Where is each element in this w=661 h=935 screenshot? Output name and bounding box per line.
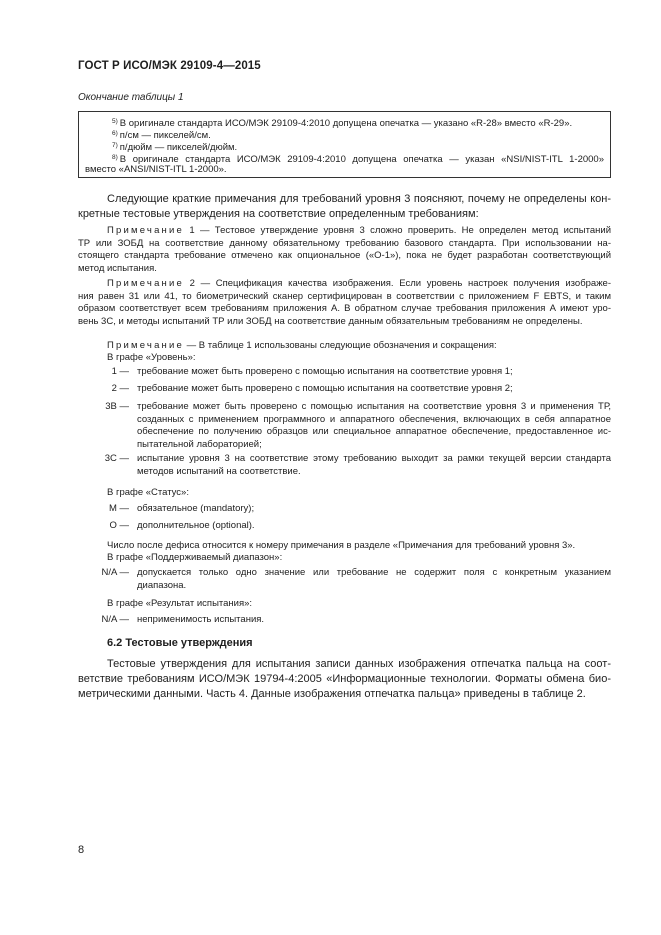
footnote-8-line1: $^{8)}$ В оригинале стандарта ИСО/МЭК 29109-4:2010 допущена опечатка — указан «NSI/NIST-ITL 1-2000» — [112, 154, 604, 165]
range-desc: допускается только одно значение или требование не содержит поля с конкретным указанием диапазона. — [137, 567, 611, 591]
document-header: ГОСТ Р ИСО/МЭК 29109-4—2015 — [78, 60, 261, 72]
footnote-6: $^{6)}$ п/см — пикселей/см. — [112, 130, 211, 141]
level-desc-3c: испытание уровня 3 на соответствие этому требованию выходит за рамки текущей версии стандарта методов испытаний на соответствие. — [137, 453, 611, 477]
table-continuation-caption: Окончание таблицы 1 — [78, 92, 184, 103]
section-paragraph: Тестовые утверждения для испытания записи данных изображения отпечатка пальца на соот- ветствие требованиям ИСО/МЭК 19794-4:2005 «Информационные технологии. Форматы обмена био- метрическими данными. Часть 4. Данные изображения отпечатка пальца» приведены в таблице 2. — [78, 658, 611, 700]
status-heading: В графе «Статус»: — [107, 487, 189, 498]
status-desc-o: дополнительное (optional). — [137, 520, 255, 531]
level-desc-2: требование может быть проверено с помощью испытания на соответствие уровня 2; — [137, 383, 513, 394]
page-number: 8 — [78, 844, 85, 856]
intro-paragraph: Следующие краткие примечания для требований уровня 3 поясняют, почему не определены кон- кретные тестовые утверждения на соответствие определенным требованиям: — [78, 193, 611, 220]
level-code-2: 2 — — [111, 383, 129, 394]
status-code-m: М — — [108, 503, 129, 514]
footnotes-box — [78, 111, 611, 178]
result-heading: В графе «Результат испытания»: — [107, 598, 253, 609]
footnote-7: $^{7)}$ п/дюйм — пикселей/дюйм. — [112, 142, 238, 153]
section-title: 6.2 Тестовые утверждения — [107, 637, 253, 649]
range-heading: В графе «Поддерживаемый диапазон»: — [107, 552, 283, 563]
note-3-intro: Примечание — В таблице 1 использованы следующие обозначения и сокращения: — [107, 340, 497, 351]
status-desc-m: обязательное (mandatory); — [137, 503, 255, 514]
note-1: Примечание 1 — Тестовое утверждение уровня 3 сложно проверить. Не определен метод испытаний ТР или ЗОБД на соответствие данному обязательному требованию базового стандарта. При использовании на- стоящего стандарта требование отмечено как опциональное («O-1»), пока не будет разработан соответствующий метод испытания. — [78, 225, 611, 274]
level-code-3c: 3С — — [104, 453, 129, 464]
hyphen-note: Число после дефиса относится к номеру примечания в разделе «Примечания для требований уровня 3». — [107, 540, 576, 551]
status-code-o: О — — [109, 520, 129, 531]
result-desc: неприменимость испытания. — [137, 614, 265, 625]
result-code: N/A — — [101, 614, 129, 625]
footnote-5: $^{5)}$ В оригинале стандарта ИСО/МЭК 29109-4:2010 допущена опечатка — указано «R-28» вместо «R-29». — [112, 118, 573, 129]
note-label: Примечание — [107, 225, 184, 236]
note-2: Примечание 2 — Спецификация качества изображения. Если уровень настроек получения изображе- ния равен 31 или 41, то биометрический сканер сертифицирован в соответствии с приложением F EBTS, и таким образом соответствует всем требованиям приложения А. В обратном случае требования приложения А имеют уро- вень 3С, и методы испытаний ТР или ЗОБД на соответствие данным обязательным требованиям не определены. — [78, 278, 611, 327]
level-heading: В графе «Уровень»: — [107, 352, 196, 363]
note-label: Примечание — [107, 278, 184, 289]
level-code-3b: 3В — — [105, 401, 129, 412]
range-code: N/A — — [101, 567, 129, 578]
note-label: Примечание — [107, 340, 184, 351]
level-desc-1: требование может быть проверено с помощью испытания на соответствие уровня 1; — [137, 366, 513, 377]
level-desc-3b: требование может быть проверено с помощью испытания на соответствие уровня 3 и применения ТР, созданных с применением программного и аппаратного обеспечения, включающих в себя аппаратное обеспечение по получению образцов или специальное аппаратное обеспечение, предоставленное ис- пытательной лабораторией; — [137, 401, 611, 450]
footnote-8-line2: вместо «ANSI/NIST-ITL 1-2000». — [85, 164, 227, 175]
level-code-1: 1 — — [111, 366, 129, 377]
